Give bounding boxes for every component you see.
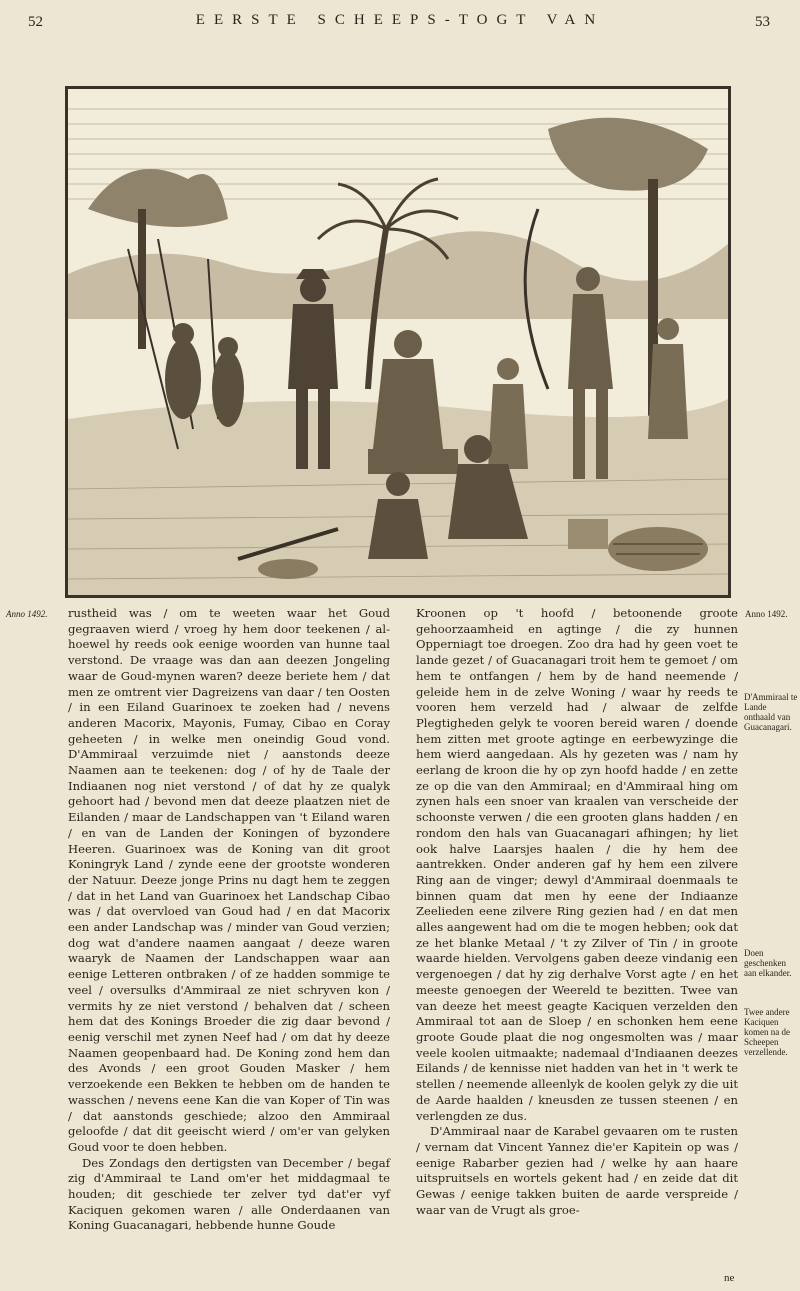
margin-note-onthaald: D'Ammiraal te Lande onthaald van Guacanagari. xyxy=(744,692,798,732)
page-header xyxy=(0,0,800,46)
page-number-right: 53 xyxy=(755,14,770,30)
paragraph: D'Ammiraal naar de Karabel gevaaren om te rusten / vernam dat Vincent Yannez die'er Kapitein op was / eenige Rabarber gezien had / welke hy aan haare uitspruitsels en wortels gekent had / en zeide dat dit Gewas / eenige takken buiten de aarde verspreide / waar van de Vrugt als groe- xyxy=(416,1124,738,1217)
margin-note-kaciquen: Twee andere Kaciquen komen na de Scheepen verzellende. xyxy=(744,1007,790,1057)
catchword: ne xyxy=(724,1272,735,1284)
page-number-left: 52 xyxy=(28,14,43,30)
text-column-right xyxy=(416,606,738,1218)
margin-note-geschenken: Doen geschenken aan elkander. xyxy=(744,948,792,978)
engraving-plate xyxy=(65,86,731,598)
text-column-left xyxy=(68,606,390,1234)
running-title: EERSTE SCHEEPS-TOGT VAN xyxy=(195,12,605,28)
paragraph: rustheid was / om te weeten waar het Goud gegraaven wierd / vroeg hy hem door teekenen / al-hoewel hy reeds ook eenige woorden van hunne taal verstond. De vraage was dan aan deezen Jongeling waar de Goud-mynen waren? deeze beriete hem / dat men ze omtrent vier Dagreizens van daar / ten Oosten / in een Eiland Guarinoex te zoeken had / nevens anderen Macorix, Mayonis, Fumay, Cibao en Coray geheeten / in welke men oneindig Goud vond. D'Ammiraal verzuimde niet / aanstonds deeze Naamen aan te teekenen: dog / of hy de Taale der Indiaanen nog niet verstond / of dat hy ze qualyk gehoort had / bevond men dat deeze plaatzen niet de Eilanden / maar de Landschappen van 't Eiland waren / en van de Landen der Koningen of byzondere Heeren. Guarinoex was de Koning van dit groot Koningryk Land / zynde eene der grootste wonderen der Natuur. Deeze jonge Prins nu dagt hem te zeggen / dat in het Land van Guarinoex het Landschap Cibao was / dat overvloed van Goud had / en dat Macorix een ander Landschap was / minder van Goud verzien; dog wat d'andere naamen aangaat / deeze waren waaryk de Naamen der Landschappen waar aan eenige Letteren ontbraken / of ze hadden sommige te veel / oversulks d'Ammiraal ze niet schryven kon / vermits hy ze niet verstond / behalven dat / scheen hem dat des Konings Broeder die zig daar bevond / eenig verschil met zynen Neef had / om dat hy deeze Naamen geopenbaard had. De Koning zond hem dan des Avonds / een groot Gouden Masker / hem verzoekende een Bekken te hebben om de handen te wasschen / nevens eene Kan die van Koper of Tin was / dat aanstonds geschiede; alzoo den Ammiraal geloofde / dat dit geeischt wierd / om'er van gelyken Goud voor te doen hebben. xyxy=(68,606,390,1154)
paragraph: Kroonen op 't hoofd / betoonende groote gehoorzaamheid en agtinge / die zy hunnen Opperniagt toe droegen. Zoo dra had hy geen voet te lande gezet / of Guacanagari troit hem te gemoet / om hem te ontfangen / hem by de hand neemende / geleide hem in de zelve Woning / waar hy reeds te vooren hem verzeld had / alwaar de zelfde Plegtigheden gelyk te vooren bereid waren / doende hem zitten met groote agtinge en eerbewyzinge die hem wierd aangedaan. Als hy gezeten was / nam hy eerlang de kroon die hy op zyn hoofd hadde / en zette ze op die van den Ammiraal; en d'Ammiraal hing om zynen hals een snoer van kraalen van verscheide der schoonste verwen / die een grooten glans hadden / en rondom den hals van Guacanagari afhingen; hy liet ook halve Laarsjes haalen / die hy hem dee aantrekken. Onder anderen gaf hy hem een zilvere Ring aan de vinger; dewyl d'Ammiraal doenmaals te binnen quam dat men hy eene der Indiaanze Zeelieden eene zilvere Ring gezien had / en dat men alles aangewent had om die te mogen hebben; ook dat ze het blanke Metaal / 't zy Zilver of Tin / in groote waarde hielden. Vervolgens gaben deeze vindanig een vergenoegen / dat hy zig derhalve Vorst agte / en het meeste genoegen der Weereld te bezitten. Twee van van deeze het meest geagte Kaciquen verzelden den Ammiraal tot aan de Sloep / en schonken hem eene groote Goude plaat die nog ongesmolten was / maar veele koolen uitmaakte; nademaal d'Indiaanen deezes Eilands / de kennisse niet hadden van het in 't werk te stellen / neemende alleenlyk de koolen gelyk zy die uit de Aarde haalden / kneusden ze tussen steenen / en verlengden ze dus. xyxy=(416,606,738,1123)
margin-year-left: Anno 1492. xyxy=(6,609,48,619)
paragraph: Des Zondags den dertigsten van December / begaf zig d'Ammiraal te Land om'er het middagmaal te houden; dit geschiede ter zelver tyd dat'er vyf Kaciquen gekomen waren / alle Onderdaanen van Koning Guacanagari, hebbende hunne Goude xyxy=(68,1155,390,1233)
engraving-illustration xyxy=(68,89,728,595)
margin-year-right: Anno 1492. xyxy=(745,609,788,619)
